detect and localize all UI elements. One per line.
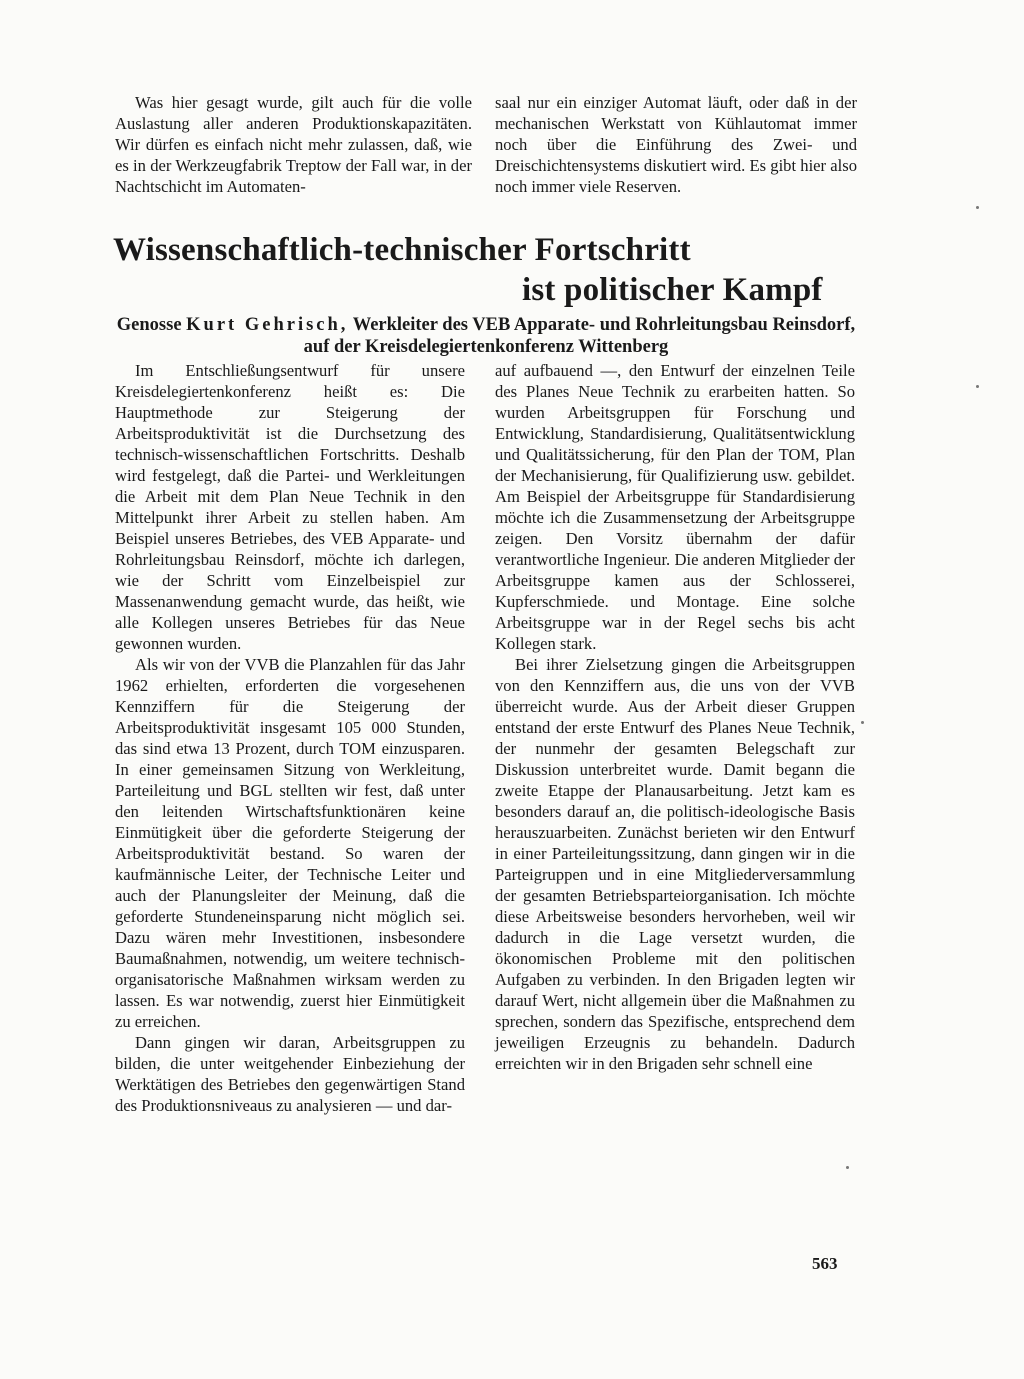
subheadline-rest: Werkleiter des VEB Apparate- und Rohrleitungsbau Reinsdorf, auf der Kreisdelegiertenkonferenz Wittenberg [303,315,856,357]
subheadline-author-name: Kurt Gehrisch, [186,315,349,335]
subheadline [115,314,857,358]
main-left-paragraph-3: Dann gingen wir daran, Arbeitsgruppen zu bilden, die unter weitgehender Einbeziehung der Werktätigen des Betriebes den gegenwärtigen Stand des Produktionsniveaus zu analysieren — und dar- [115,1033,465,1115]
scan-speck [846,1166,849,1169]
headline-line-2: ist politischer Kampf [522,272,823,308]
page-number: 563 [812,1254,838,1273]
top-left-column [115,92,472,197]
scan-speck [976,206,979,209]
top-right-paragraph: saal nur ein einziger Automat läuft, oder daß in der mechanischen Werkstatt von Kühlautomat immer noch über die Einführung des Zwei- und Dreischichtensystems diskutiert wird. Es gibt hier also noch immer viele Reserven. [495,93,857,196]
top-right-column [495,92,857,197]
main-left-column [115,360,465,1116]
scan-speck [861,721,864,724]
top-left-paragraph: Was hier gesagt wurde, gilt auch für die volle Auslastung aller anderen Produktionskapazitäten. Wir dürfen es einfach nicht mehr zulassen, daß, wie es in der Werkzeugfabrik Treptow der Fall war, in der Nachtschicht im Automaten- [115,93,472,196]
subheadline-prefix: Genosse [116,315,182,335]
main-right-paragraph-1: auf aufbauend —, den Entwurf der einzelnen Teile des Planes Neue Technik zu erarbeiten hatten. So wurden Arbeitsgruppen für Forschung und Entwicklung, Standardisierung, Qualitätsentwicklung und Qualitätssicherung, für den Plan der TOM, Plan der Mechanisierung, für Qualifizierung usw. gebildet. Am Beispiel der Arbeitsgruppe für Standardisierung möchte ich die Zusammensetzung der Arbeitsgruppe zeigen. Den Vorsitz übernahm der dafür verantwortliche Ingenieur. Die anderen Mitglieder der Arbeitsgruppe kamen aus der Schlosserei, Kupferschmiede. und Montage. Eine solche Arbeitsgruppe war in der Regel sechs bis acht Kollegen stark. [495,361,855,653]
main-right-paragraph-2: Bei ihrer Zielsetzung gingen die Arbeitsgruppen von den Kennziffern aus, die uns von der VVB überreicht wurde. Aus der Arbeit dieser Gruppen entstand der erste Entwurf des Planes Neue Technik, der nunmehr der gesamten Belegschaft zur Diskussion unterbreitet wurde. Damit begann die zweite Etappe der Planausarbeitung. Jetzt kam es besonders darauf an, die politisch-ideologische Basis herauszuarbeiten. Zunächst berieten wir den Entwurf in einer Parteileitungssitzung, dann gingen wir in die Parteigruppen und in eine Mitgliederversammlung der gesamten Betriebsparteiorganisation. Ich möchte diese Arbeitsweise besonders hervorheben, weil wir dadurch in die Lage versetzt wurden, die ökonomischen Probleme mit den politischen Aufgaben zu verbinden. In den Brigaden legten wir darauf Wert, nicht allgemein über die Maßnahmen zu sprechen, sondern das Spezifische, entsprechend dem jeweiligen Erzeugnis zu behandeln. Dadurch erreichten wir in den Brigaden sehr schnell eine [495,655,855,1073]
main-left-paragraph-2: Als wir von der VVB die Planzahlen für das Jahr 1962 erhielten, erforderten die vorgesehenen Kennziffern für die Steigerung der Arbeitsproduktivität insgesamt 105 000 Stunden, das sind etwa 13 Prozent, durch TOM einzusparen. In einer gemeinsamen Sitzung von Werkleitung, Parteileitung und BGL stellten wir fest, daß unter den leitenden Wirtschaftsfunktionären keine Einmütigkeit über die geforderte Steigerung der Arbeitsproduktivität bestand. So waren der kaufmännische Leiter, der Technische Leiter und auch der Planungsleiter der Meinung, daß die geforderte Stundeneinsparung nicht möglich sei. Dazu wären mehr Investitionen, insbesondere Baumaßnahmen, notwendig, um weitere technisch-organisatorische Maßnahmen wirksam werden zu lassen. Es war notwendig, zuerst hier Einmütigkeit zu erreichen. [115,655,465,1031]
main-left-paragraph-1: Im Entschließungsentwurf für unsere Kreisdelegiertenkonferenz heißt es: Die Hauptmethode zur Steigerung der Arbeitsproduktivität ist die Durchsetzung des technisch-wissenschaftlichen Fortschritts. Deshalb wird festgelegt, daß die Partei- und Werkleitungen die Arbeit mit dem Plan Neue Technik in den Mittelpunkt ihrer Arbeit zu stellen haben. Am Beispiel unseres Betriebes, des VEB Apparate- und Rohrleitungsbau Reinsdorf, möchte ich darlegen, wie der Schritt vom Einzelbeispiel zur Massenanwendung gemacht wurde, das heißt, wie alle Kollegen unseres Betriebes für das Neue gewonnen wurden. [115,361,465,653]
main-right-column [495,360,855,1074]
headline-line-1: Wissenschaftlich-technischer Fortschritt [113,232,691,268]
scan-speck [976,385,979,388]
